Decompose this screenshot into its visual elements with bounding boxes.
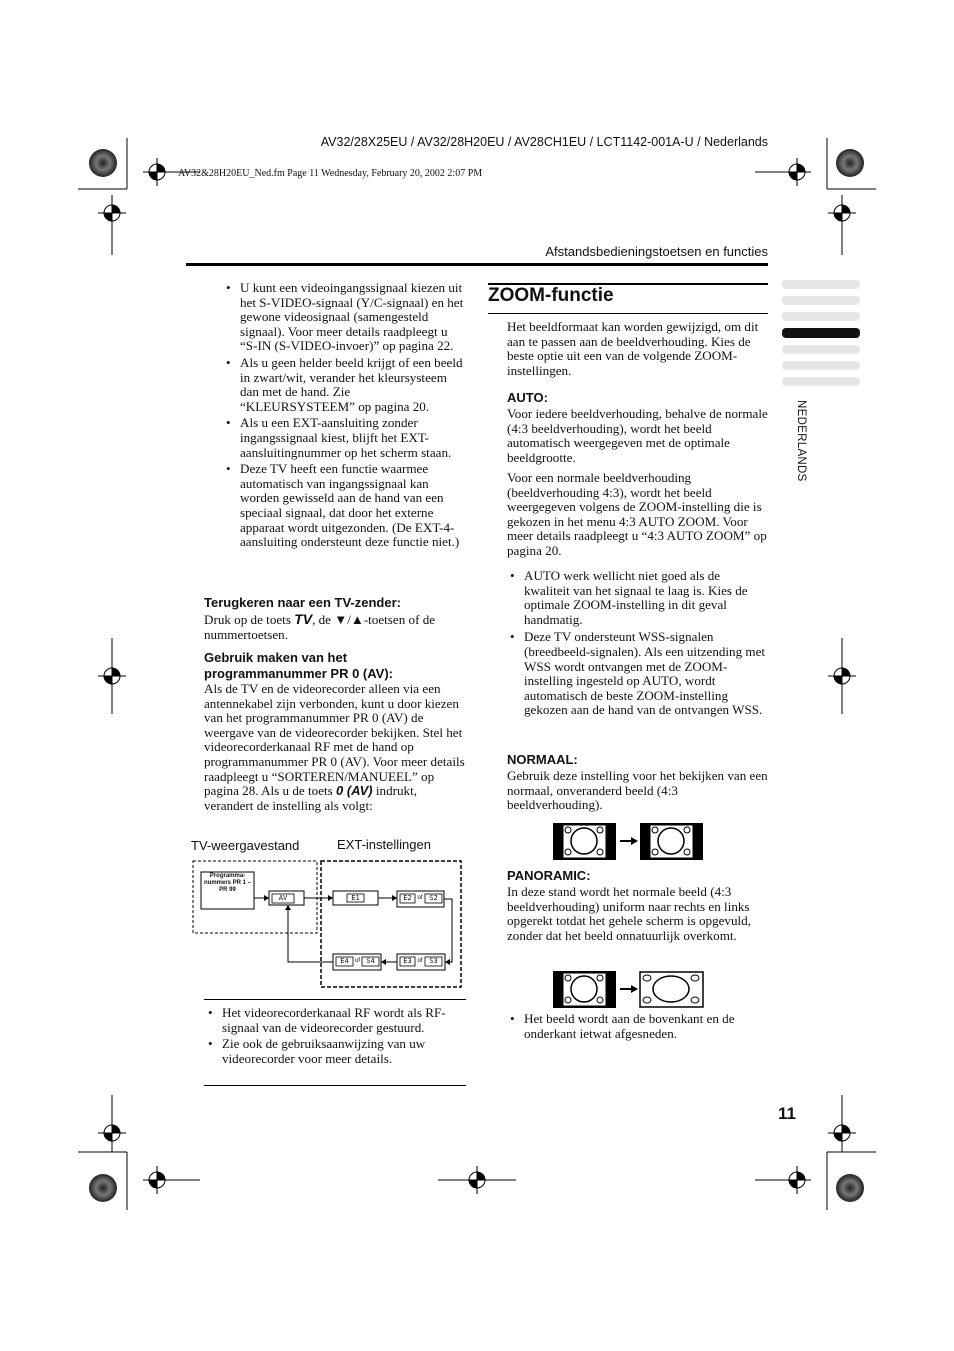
auto-heading: AUTO: xyxy=(507,390,548,405)
list-item: • Als u geen helder beeld krijgt of een beeld in zwart/wit, verander het kleursysteem dan met de hand. Zie “KLEURSYSTEEM” op pagina 20. xyxy=(224,356,466,414)
pr0-heading-line1: Gebruik maken van het xyxy=(204,650,348,665)
s4-label: S4 xyxy=(366,957,375,965)
e4-label: E4 xyxy=(340,957,349,965)
or-label: of xyxy=(417,895,423,901)
panoramic-heading: PANORAMIC: xyxy=(507,868,591,883)
list-item: • Deze TV heeft een functie waarmee automatisch van ingangssignaal kan worden gewisseld aan de hand van een speciaal signaal, dat door het externe apparaat wordt uitgezonden. (De EXT-4-aansluiting ondersteunt deze functie niet.) xyxy=(224,462,466,550)
left-bullets-bottom xyxy=(206,1006,464,1068)
or-label: of xyxy=(354,958,360,964)
av-box-label: AV xyxy=(278,894,288,902)
or-label: of xyxy=(417,958,423,964)
tv-key: TV xyxy=(294,611,313,627)
panoramic-bullets xyxy=(508,1012,768,1043)
section-title: Afstandsbedieningstoetsen en functies xyxy=(545,244,768,259)
panoramic-aspect-illustration xyxy=(552,970,706,1010)
list-item: • AUTO werk wellicht niet goed als de kwaliteit van het signaal te laag is. Kies de optimale ZOOM-instelling in dit geval handmatig. xyxy=(508,569,768,627)
list-item: • Als u een EXT-aansluiting zonder ingangssignaal kiest, blijft het EXT-aansluitingnummer op het scherm staan. xyxy=(224,416,466,460)
av-key: 0 (AV) xyxy=(336,783,373,799)
list-item: • Zie ook de gebruiksaanwijzing van uw videorecorder voor meer details. xyxy=(206,1037,464,1066)
e2-label: E2 xyxy=(403,894,412,902)
side-tab xyxy=(782,345,860,354)
list-item: • Het beeld wordt aan de bovenkant en de onderkant ietwat afgesneden. xyxy=(508,1012,768,1041)
normaal-text: Gebruik deze instelling voor het bekijken van een normaal, onveranderd beeld (4:3 beeldverhouding). xyxy=(507,768,768,813)
pr0-heading-line2: programmanummer PR 0 (AV): xyxy=(204,666,394,681)
auto-text: Voor iedere beeldverhouding, behalve de normale (4:3 beeldverhouding), wordt het beeld automatisch weergegeven met de optimale beeldgrootte. xyxy=(507,406,768,465)
return-heading: Terugkeren naar een TV-zender: xyxy=(204,595,401,610)
auto-text-2: Voor een normale beeldverhouding (beeldverhouding 4:3), wordt het beeld weergegeven volgens de ZOOM-instelling die is gekozen in het menu 4:3 AUTO ZOOM. Voor meer details raadpleegt u “4:3 AUTO ZOOM” op pagina 20. xyxy=(507,470,767,558)
auto-bullets xyxy=(508,569,768,720)
normaal-aspect-illustration xyxy=(552,822,706,862)
zoom-title: ZOOM-functie xyxy=(488,285,614,306)
page-number: 11 xyxy=(778,1104,796,1123)
s3-label: S3 xyxy=(429,957,438,965)
header-rule xyxy=(186,263,768,266)
tv-mode-label: TV-weergavestand xyxy=(191,838,300,853)
return-text: Druk op de toets TV, de ▼/▲-toetsen of de nummertoetsen. xyxy=(204,611,436,642)
divider xyxy=(204,1085,466,1086)
ext-settings-label: EXT-instellingen xyxy=(337,837,431,852)
left-bullets-top xyxy=(224,281,466,552)
language-side-label: NEDERLANDS xyxy=(795,400,807,482)
file-info: AV32&28H20EU_Ned.fm Page 11 Wednesday, February 20, 2002 2:07 PM xyxy=(178,168,483,179)
side-tab xyxy=(782,377,860,386)
s2-label: S2 xyxy=(429,894,438,902)
side-tab xyxy=(782,296,860,305)
normaal-heading: NORMAAL: xyxy=(507,752,578,767)
list-item: • U kunt een videoingangssignaal kiezen uit het S-VIDEO-signaal (Y/C-signaal) en het gewone videosignaal (samengesteld signaal). Voor meer details raadpleegt u “S-IN (S-VIDEO-invoer)” op pagina 22. xyxy=(224,281,466,354)
zoom-rule-bottom xyxy=(488,313,768,314)
panoramic-text: In deze stand wordt het normale beeld (4:3 beeldverhouding) uniform naar rechts en links opgerekt totdat het gehele scherm is opgevuld, zonder dat het beeld onnatuurlijk overkomt. xyxy=(507,884,751,943)
divider xyxy=(204,999,466,1000)
side-tab xyxy=(782,280,860,289)
side-tab xyxy=(782,312,860,321)
model-header: AV32/28X25EU / AV32/28H20EU / AV28CH1EU / LCT1142-001A-U / Nederlands xyxy=(320,135,768,149)
list-item: • Deze TV ondersteunt WSS-signalen (breedbeeld-signalen). Als een uitzending met WSS wordt ontvangen met de ZOOM-instelling ingesteld op AUTO, wordt automatisch de beste ZOOM-instelling gekozen aan de hand van de ontvangen WSS. xyxy=(508,630,768,718)
list-item: • Het videorecorderkanaal RF wordt als RF-signaal van de videorecorder gestuurd. xyxy=(206,1006,464,1035)
program-numbers-box: Programma-nummers PR 1 – PR 99 xyxy=(203,873,252,893)
e3-label: E3 xyxy=(403,957,412,965)
zoom-intro: Het beeldformaat kan worden gewijzigd, om dit aan te passen aan de beeldverhouding. Kies de beste optie uit een van de volgende ZOOM-instellingen. xyxy=(507,319,759,378)
pr0-text: Als de TV en de videorecorder alleen via een antennekabel zijn verbonden, kunt u door kiezen van het programmanummer PR 0 (AV) de weergave van de videorecorder bekijken. Stel het videorecorderkanaal RF met de hand op programmanummer PR 0 (AV). Voor meer details raadpleegt u “SORTEREN/MANUEEL” op pagina 28. Als u de toets 0 (AV) indrukt, verandert de instelling als volgt: xyxy=(204,681,465,813)
starburst-mark-icon xyxy=(89,149,117,177)
side-tab xyxy=(782,361,860,370)
side-tab-active xyxy=(782,328,860,338)
e1-label: E1 xyxy=(351,894,360,902)
